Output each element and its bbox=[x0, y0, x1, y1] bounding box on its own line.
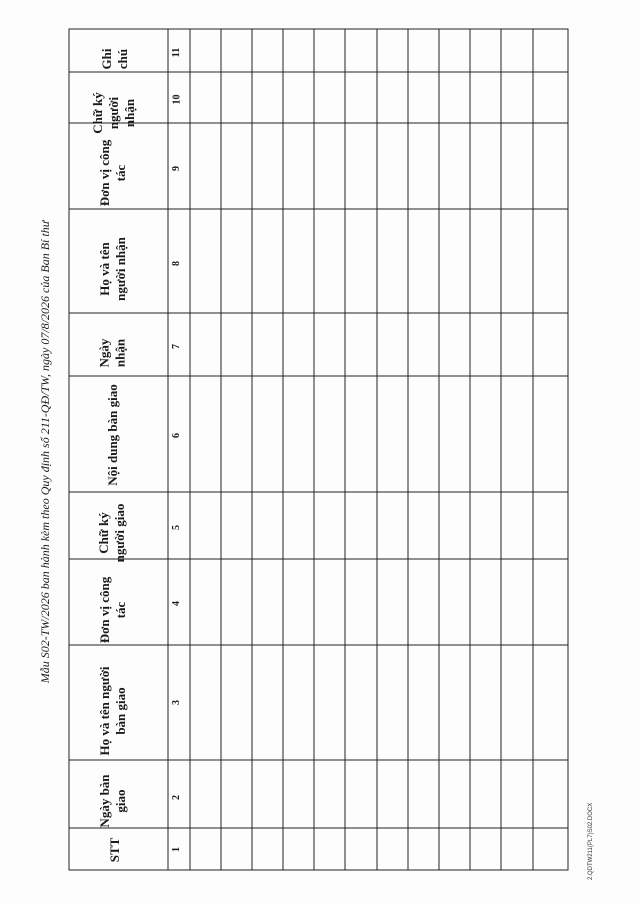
col-num-7: 7 bbox=[171, 344, 182, 349]
col-num-10: 10 bbox=[171, 94, 183, 105]
col-num-1: 1 bbox=[171, 847, 182, 852]
header-don-vi-cong-tac-1: Đơn vị công tác bbox=[97, 576, 128, 644]
col-num-2: 2 bbox=[171, 795, 182, 800]
header-don-vi-cong-tac-2: Đơn vị công tác bbox=[97, 139, 128, 207]
header-stt: STT bbox=[107, 837, 122, 863]
col-num-11: 11 bbox=[171, 47, 183, 58]
col-num-8: 8 bbox=[171, 261, 182, 266]
table-border bbox=[69, 29, 568, 870]
col-num-6: 6 bbox=[171, 433, 182, 438]
col-num-5: 5 bbox=[171, 525, 182, 530]
col-num-4: 4 bbox=[171, 601, 182, 606]
file-code-footer: 2.QDTW211(PL7)S02.DOCX bbox=[588, 802, 594, 880]
header-noi-dung-ban-giao: Nội dung bàn giao bbox=[105, 384, 120, 486]
header-chu-ky-nguoi-nhan: Chữ ký người nhận bbox=[90, 92, 137, 134]
header-ho-ten-nguoi-ban-giao: Họ và tên người bàn giao bbox=[97, 666, 128, 756]
header-ho-ten-nguoi-nhan: Họ và tên người nhận bbox=[97, 237, 128, 301]
col-num-9: 9 bbox=[171, 166, 182, 171]
header-ghi-chu: Ghi chú bbox=[99, 48, 130, 70]
header-ngay-nhan: Ngày nhận bbox=[96, 338, 128, 368]
form-caption: Mẫu S02-TW/2026 ban hành kèm theo Quy định số 211-QĐ/TW, ngày 07/8/2026 của Ban Bí thư bbox=[38, 220, 52, 684]
header-chu-ky-nguoi-giao: Chữ ký người giao bbox=[96, 503, 127, 563]
col-num-3: 3 bbox=[171, 700, 182, 705]
header-ngay-ban-giao: Ngày bàn giao bbox=[97, 774, 128, 828]
